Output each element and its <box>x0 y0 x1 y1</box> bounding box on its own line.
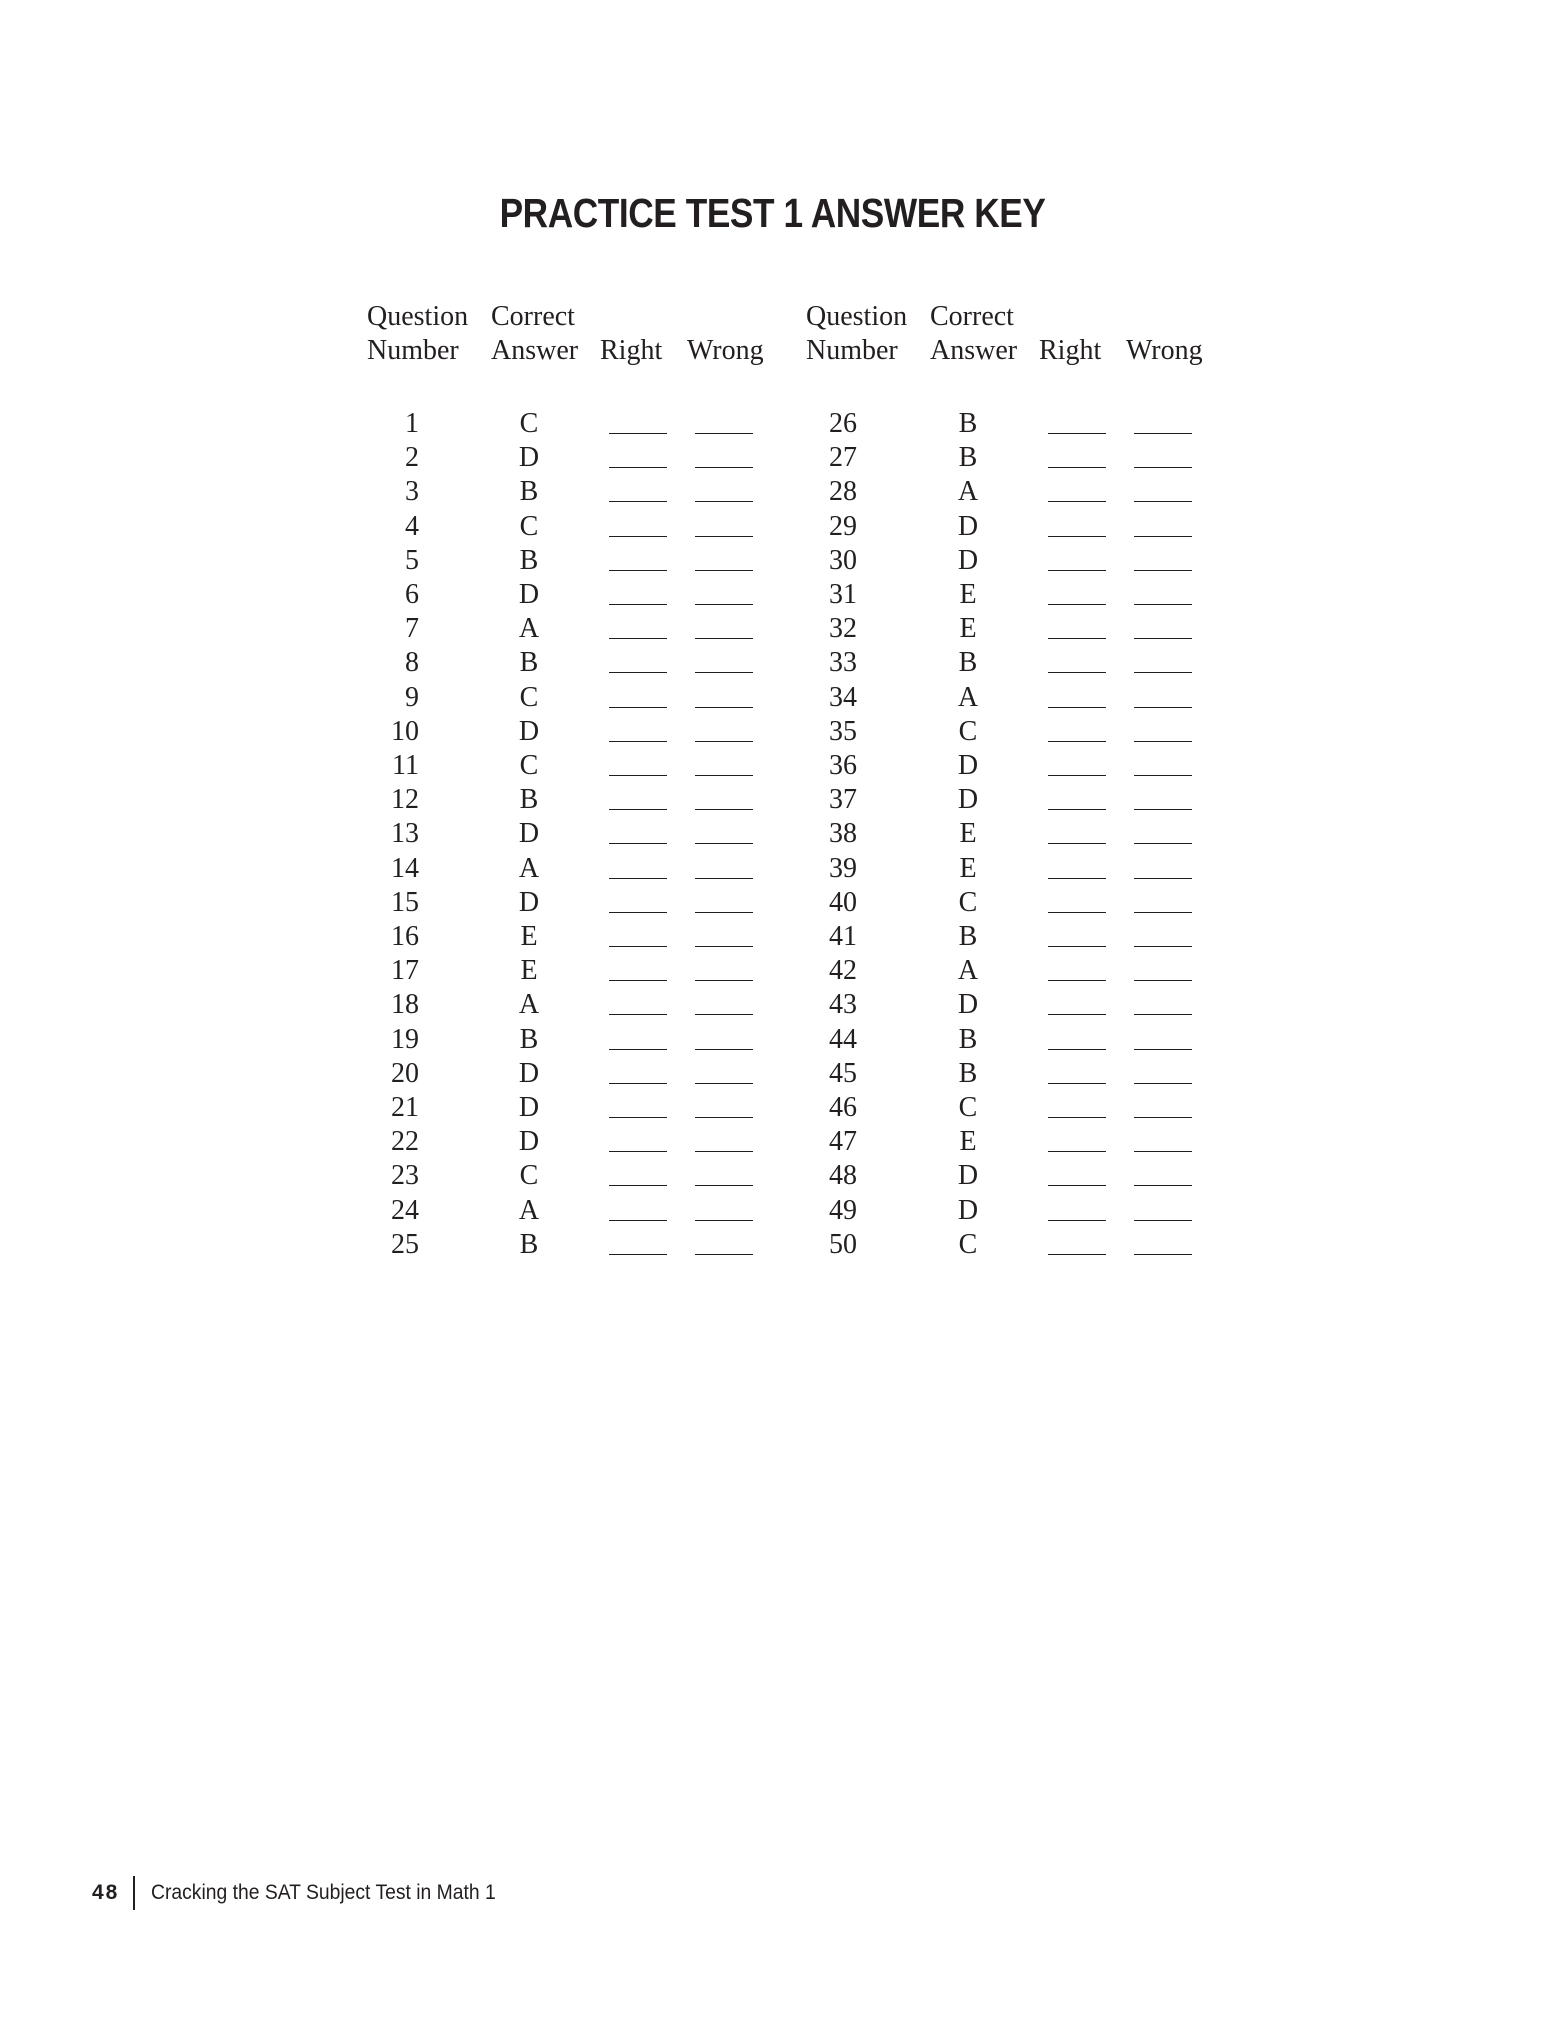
right-blank[interactable] <box>1048 1220 1106 1221</box>
question-number: 22 <box>391 1126 419 1158</box>
correct-answer: B <box>958 647 978 679</box>
correct-answer: D <box>957 510 979 542</box>
right-blank[interactable] <box>609 467 667 468</box>
question-number: 33 <box>829 647 857 679</box>
right-blank[interactable] <box>609 604 667 605</box>
right-blank[interactable] <box>609 843 667 844</box>
table-row <box>806 646 1226 680</box>
correct-answer: D <box>518 579 540 610</box>
wrong-blank[interactable] <box>1134 536 1192 537</box>
header-question: Question <box>806 301 908 332</box>
header-right: Right <box>600 335 663 366</box>
table-row <box>367 578 787 612</box>
wrong-blank[interactable] <box>1134 570 1192 571</box>
table-row <box>367 954 787 988</box>
right-blank[interactable] <box>609 1083 667 1084</box>
wrong-blank[interactable] <box>695 1254 753 1255</box>
header-right: Right <box>1039 335 1102 366</box>
correct-answer: E <box>959 1126 977 1158</box>
wrong-blank[interactable] <box>695 946 753 947</box>
question-number: 47 <box>829 1126 857 1158</box>
table-row <box>806 1125 1226 1159</box>
correct-answer: C <box>519 408 539 439</box>
wrong-blank[interactable] <box>1134 1185 1192 1186</box>
right-blank[interactable] <box>609 1014 667 1015</box>
right-blank[interactable] <box>1048 467 1106 468</box>
question-number: 12 <box>391 784 419 816</box>
correct-answer: C <box>519 1160 539 1192</box>
question-number: 44 <box>829 1023 857 1055</box>
question-number: 34 <box>829 681 857 713</box>
wrong-blank[interactable] <box>1134 912 1192 913</box>
correct-answer: D <box>518 1126 540 1158</box>
question-number: 3 <box>405 476 419 508</box>
table-row <box>806 441 1226 475</box>
question-number: 27 <box>829 442 857 474</box>
wrong-blank[interactable] <box>1134 946 1192 947</box>
table-row <box>806 510 1226 544</box>
question-number: 37 <box>829 784 857 816</box>
wrong-blank[interactable] <box>1134 1049 1192 1050</box>
question-number: 43 <box>829 989 857 1021</box>
question-number: 16 <box>391 921 419 952</box>
question-number: 31 <box>829 579 857 610</box>
header-number: Number <box>806 335 898 366</box>
right-blank[interactable] <box>1048 1049 1106 1050</box>
header-wrong: Wrong <box>1126 335 1203 366</box>
question-number: 10 <box>391 715 419 747</box>
question-number: 45 <box>829 1057 857 1089</box>
question-number: 6 <box>405 579 419 610</box>
question-number: 42 <box>829 955 857 987</box>
correct-answer: B <box>519 1023 539 1055</box>
table-row <box>806 578 1226 612</box>
right-blank[interactable] <box>609 638 667 639</box>
wrong-blank[interactable] <box>1134 1083 1192 1084</box>
question-number: 25 <box>391 1228 419 1260</box>
question-number: 38 <box>829 818 857 850</box>
right-blank[interactable] <box>1048 1117 1106 1118</box>
question-number: 4 <box>405 510 419 542</box>
correct-answer: B <box>519 647 539 679</box>
correct-answer: D <box>957 989 979 1021</box>
table-row <box>367 715 787 749</box>
wrong-blank[interactable] <box>695 775 753 776</box>
wrong-blank[interactable] <box>1134 1117 1192 1118</box>
correct-answer: C <box>519 510 539 542</box>
wrong-blank[interactable] <box>695 707 753 708</box>
table-row <box>806 920 1226 954</box>
question-number: 28 <box>829 476 857 508</box>
correct-answer: A <box>957 681 979 713</box>
table-row <box>806 407 1226 441</box>
right-blank[interactable] <box>609 1151 667 1152</box>
question-number: 29 <box>829 510 857 542</box>
question-number: 13 <box>391 818 419 850</box>
table-row <box>806 1023 1226 1057</box>
wrong-blank[interactable] <box>695 1151 753 1152</box>
table-row <box>367 1194 787 1228</box>
wrong-blank[interactable] <box>695 1220 753 1221</box>
question-number: 18 <box>391 989 419 1021</box>
correct-answer: D <box>518 886 540 918</box>
right-blank[interactable] <box>609 1117 667 1118</box>
wrong-blank[interactable] <box>1134 878 1192 879</box>
table-row <box>806 1228 1226 1262</box>
wrong-blank[interactable] <box>1134 1220 1192 1221</box>
correct-answer: C <box>958 715 978 747</box>
right-blank[interactable] <box>1048 843 1106 844</box>
wrong-blank[interactable] <box>695 638 753 639</box>
wrong-blank[interactable] <box>695 1185 753 1186</box>
correct-answer: B <box>958 408 978 439</box>
page-number: 48 <box>92 1881 120 1904</box>
right-blank[interactable] <box>609 878 667 879</box>
right-blank[interactable] <box>1048 536 1106 537</box>
wrong-blank[interactable] <box>695 672 753 673</box>
wrong-blank[interactable] <box>695 604 753 605</box>
correct-answer: B <box>519 544 539 576</box>
right-blank[interactable] <box>609 775 667 776</box>
correct-answer: B <box>958 921 978 952</box>
correct-answer: A <box>957 955 979 987</box>
table-row <box>367 510 787 544</box>
correct-answer: D <box>957 784 979 816</box>
question-number: 7 <box>405 613 419 645</box>
question-number: 8 <box>405 647 419 679</box>
wrong-blank[interactable] <box>695 843 753 844</box>
wrong-blank[interactable] <box>695 809 753 810</box>
correct-answer: E <box>959 613 977 645</box>
wrong-blank[interactable] <box>1134 604 1192 605</box>
question-number: 24 <box>391 1194 419 1226</box>
table-row <box>806 681 1226 715</box>
header-number: Number <box>367 335 459 366</box>
table-row <box>806 1091 1226 1125</box>
table-row <box>806 1057 1226 1091</box>
header-question-number <box>367 300 468 368</box>
wrong-blank[interactable] <box>1134 1014 1192 1015</box>
correct-answer: B <box>958 442 978 474</box>
question-number: 11 <box>392 750 419 781</box>
correct-answer: C <box>519 750 539 781</box>
table-row <box>806 749 1226 783</box>
right-blank[interactable] <box>1048 775 1106 776</box>
table-row <box>806 544 1226 578</box>
wrong-blank[interactable] <box>1134 467 1192 468</box>
correct-answer: C <box>519 681 539 713</box>
right-blank[interactable] <box>609 672 667 673</box>
correct-answer: E <box>959 579 977 610</box>
wrong-blank[interactable] <box>695 467 753 468</box>
question-number: 26 <box>829 408 857 439</box>
table-row <box>806 1194 1226 1228</box>
right-blank[interactable] <box>1048 1151 1106 1152</box>
header-correct: Correct <box>491 301 575 332</box>
right-blank[interactable] <box>609 501 667 502</box>
correct-answer: A <box>518 613 540 645</box>
correct-answer: D <box>957 544 979 576</box>
wrong-blank[interactable] <box>695 741 753 742</box>
header-correct-answer <box>930 300 1017 368</box>
correct-answer: E <box>959 852 977 884</box>
correct-answer: B <box>519 1228 539 1260</box>
header-answer: Answer <box>491 335 579 366</box>
table-row <box>806 783 1226 817</box>
correct-answer: D <box>518 715 540 747</box>
table-row <box>806 715 1226 749</box>
right-blank[interactable] <box>1048 501 1106 502</box>
table-row <box>367 612 787 646</box>
header-question-number <box>806 300 907 368</box>
header-correct: Correct <box>930 301 1014 332</box>
correct-answer: D <box>957 1160 979 1192</box>
wrong-blank[interactable] <box>695 536 753 537</box>
correct-answer: D <box>518 818 540 850</box>
table-row <box>367 988 787 1022</box>
right-blank[interactable] <box>609 433 667 434</box>
correct-answer: B <box>958 1057 978 1089</box>
right-blank[interactable] <box>1048 912 1106 913</box>
right-blank[interactable] <box>1048 672 1106 673</box>
question-number: 17 <box>391 955 419 987</box>
table-row <box>367 886 787 920</box>
right-blank[interactable] <box>1048 741 1106 742</box>
right-blank[interactable] <box>1048 1254 1106 1255</box>
question-number: 1 <box>405 408 419 439</box>
question-number: 46 <box>829 1092 857 1123</box>
book-title: Cracking the SAT Subject Test in Math 1 <box>150 1881 496 1904</box>
correct-answer: E <box>520 921 538 952</box>
correct-answer: B <box>958 1023 978 1055</box>
wrong-blank[interactable] <box>1134 843 1192 844</box>
correct-answer: A <box>518 1194 540 1226</box>
question-number: 20 <box>391 1057 419 1089</box>
right-blank[interactable] <box>609 980 667 981</box>
right-blank[interactable] <box>1048 604 1106 605</box>
wrong-blank[interactable] <box>695 1083 753 1084</box>
table-row <box>367 407 787 441</box>
wrong-blank[interactable] <box>1134 433 1192 434</box>
table-row <box>367 1057 787 1091</box>
correct-answer: D <box>518 1092 540 1123</box>
table-row <box>367 1125 787 1159</box>
table-row <box>367 544 787 578</box>
wrong-blank[interactable] <box>1134 1151 1192 1152</box>
wrong-blank[interactable] <box>695 1117 753 1118</box>
wrong-blank[interactable] <box>1134 501 1192 502</box>
table-row <box>367 1159 787 1193</box>
correct-answer: B <box>519 784 539 816</box>
right-blank[interactable] <box>1048 707 1106 708</box>
wrong-blank[interactable] <box>1134 707 1192 708</box>
wrong-blank[interactable] <box>695 1014 753 1015</box>
question-number: 36 <box>829 750 857 781</box>
right-blank[interactable] <box>1048 433 1106 434</box>
right-blank[interactable] <box>1048 1014 1106 1015</box>
right-blank[interactable] <box>609 912 667 913</box>
header-question: Question <box>367 301 469 332</box>
right-blank[interactable] <box>609 946 667 947</box>
correct-answer: C <box>958 1092 978 1123</box>
right-blank[interactable] <box>609 1185 667 1186</box>
wrong-blank[interactable] <box>1134 638 1192 639</box>
right-blank[interactable] <box>1048 570 1106 571</box>
correct-answer: E <box>520 955 538 987</box>
right-blank[interactable] <box>1048 1083 1106 1084</box>
wrong-blank[interactable] <box>695 1049 753 1050</box>
table-row <box>367 749 787 783</box>
right-blank[interactable] <box>609 809 667 810</box>
question-number: 5 <box>405 544 419 576</box>
table-row <box>367 646 787 680</box>
question-number: 15 <box>391 886 419 918</box>
table-row <box>367 475 787 509</box>
right-blank[interactable] <box>609 1220 667 1221</box>
page-footer <box>92 1876 526 1910</box>
correct-answer: A <box>518 989 540 1021</box>
table-row <box>806 1159 1226 1193</box>
table-row <box>367 852 787 886</box>
wrong-blank[interactable] <box>695 570 753 571</box>
question-number: 35 <box>829 715 857 747</box>
question-number: 2 <box>405 442 419 474</box>
right-blank[interactable] <box>1048 809 1106 810</box>
page-title: PRACTICE TEST 1 ANSWER KEY <box>499 190 1046 236</box>
wrong-blank[interactable] <box>1134 809 1192 810</box>
correct-answer: D <box>518 1057 540 1089</box>
right-blank[interactable] <box>609 536 667 537</box>
table-row <box>806 817 1226 851</box>
right-blank[interactable] <box>609 707 667 708</box>
table-row <box>806 954 1226 988</box>
table-row <box>367 920 787 954</box>
wrong-blank[interactable] <box>1134 1254 1192 1255</box>
question-number: 41 <box>829 921 857 952</box>
right-blank[interactable] <box>609 570 667 571</box>
right-blank[interactable] <box>609 1049 667 1050</box>
table-row <box>806 612 1226 646</box>
right-blank[interactable] <box>609 741 667 742</box>
right-blank[interactable] <box>1048 638 1106 639</box>
question-number: 39 <box>829 852 857 884</box>
table-row <box>806 475 1226 509</box>
wrong-blank[interactable] <box>1134 672 1192 673</box>
wrong-blank[interactable] <box>695 878 753 879</box>
correct-answer: B <box>519 476 539 508</box>
table-row <box>367 1228 787 1262</box>
wrong-blank[interactable] <box>1134 775 1192 776</box>
table-row <box>367 681 787 715</box>
question-number: 19 <box>391 1023 419 1055</box>
question-number: 50 <box>829 1228 857 1260</box>
question-number: 23 <box>391 1160 419 1192</box>
right-blank[interactable] <box>1048 980 1106 981</box>
table-row <box>367 441 787 475</box>
question-number: 9 <box>405 681 419 713</box>
question-number: 30 <box>829 544 857 576</box>
table-row <box>806 852 1226 886</box>
wrong-blank[interactable] <box>695 912 753 913</box>
correct-answer: C <box>958 886 978 918</box>
right-blank[interactable] <box>1048 878 1106 879</box>
question-number: 21 <box>391 1092 419 1123</box>
question-number: 48 <box>829 1160 857 1192</box>
correct-answer: A <box>957 476 979 508</box>
correct-answer: A <box>518 852 540 884</box>
correct-answer: D <box>518 442 540 474</box>
correct-answer: D <box>957 1194 979 1226</box>
wrong-blank[interactable] <box>695 501 753 502</box>
table-row <box>367 817 787 851</box>
table-row <box>367 783 787 817</box>
wrong-blank[interactable] <box>1134 980 1192 981</box>
correct-answer: D <box>957 750 979 781</box>
table-row <box>367 1091 787 1125</box>
wrong-blank[interactable] <box>695 980 753 981</box>
right-blank[interactable] <box>1048 946 1106 947</box>
table-row <box>367 1023 787 1057</box>
wrong-blank[interactable] <box>695 433 753 434</box>
question-number: 32 <box>829 613 857 645</box>
table-row <box>806 988 1226 1022</box>
header-correct-answer <box>491 300 578 368</box>
header-answer: Answer <box>930 335 1018 366</box>
wrong-blank[interactable] <box>1134 741 1192 742</box>
right-blank[interactable] <box>1048 1185 1106 1186</box>
header-wrong: Wrong <box>687 335 764 366</box>
question-number: 40 <box>829 886 857 918</box>
correct-answer: E <box>959 818 977 850</box>
question-number: 14 <box>391 852 419 884</box>
right-blank[interactable] <box>609 1254 667 1255</box>
correct-answer: C <box>958 1228 978 1260</box>
footer-divider <box>133 1876 135 1910</box>
table-row <box>806 886 1226 920</box>
question-number: 49 <box>829 1194 857 1226</box>
